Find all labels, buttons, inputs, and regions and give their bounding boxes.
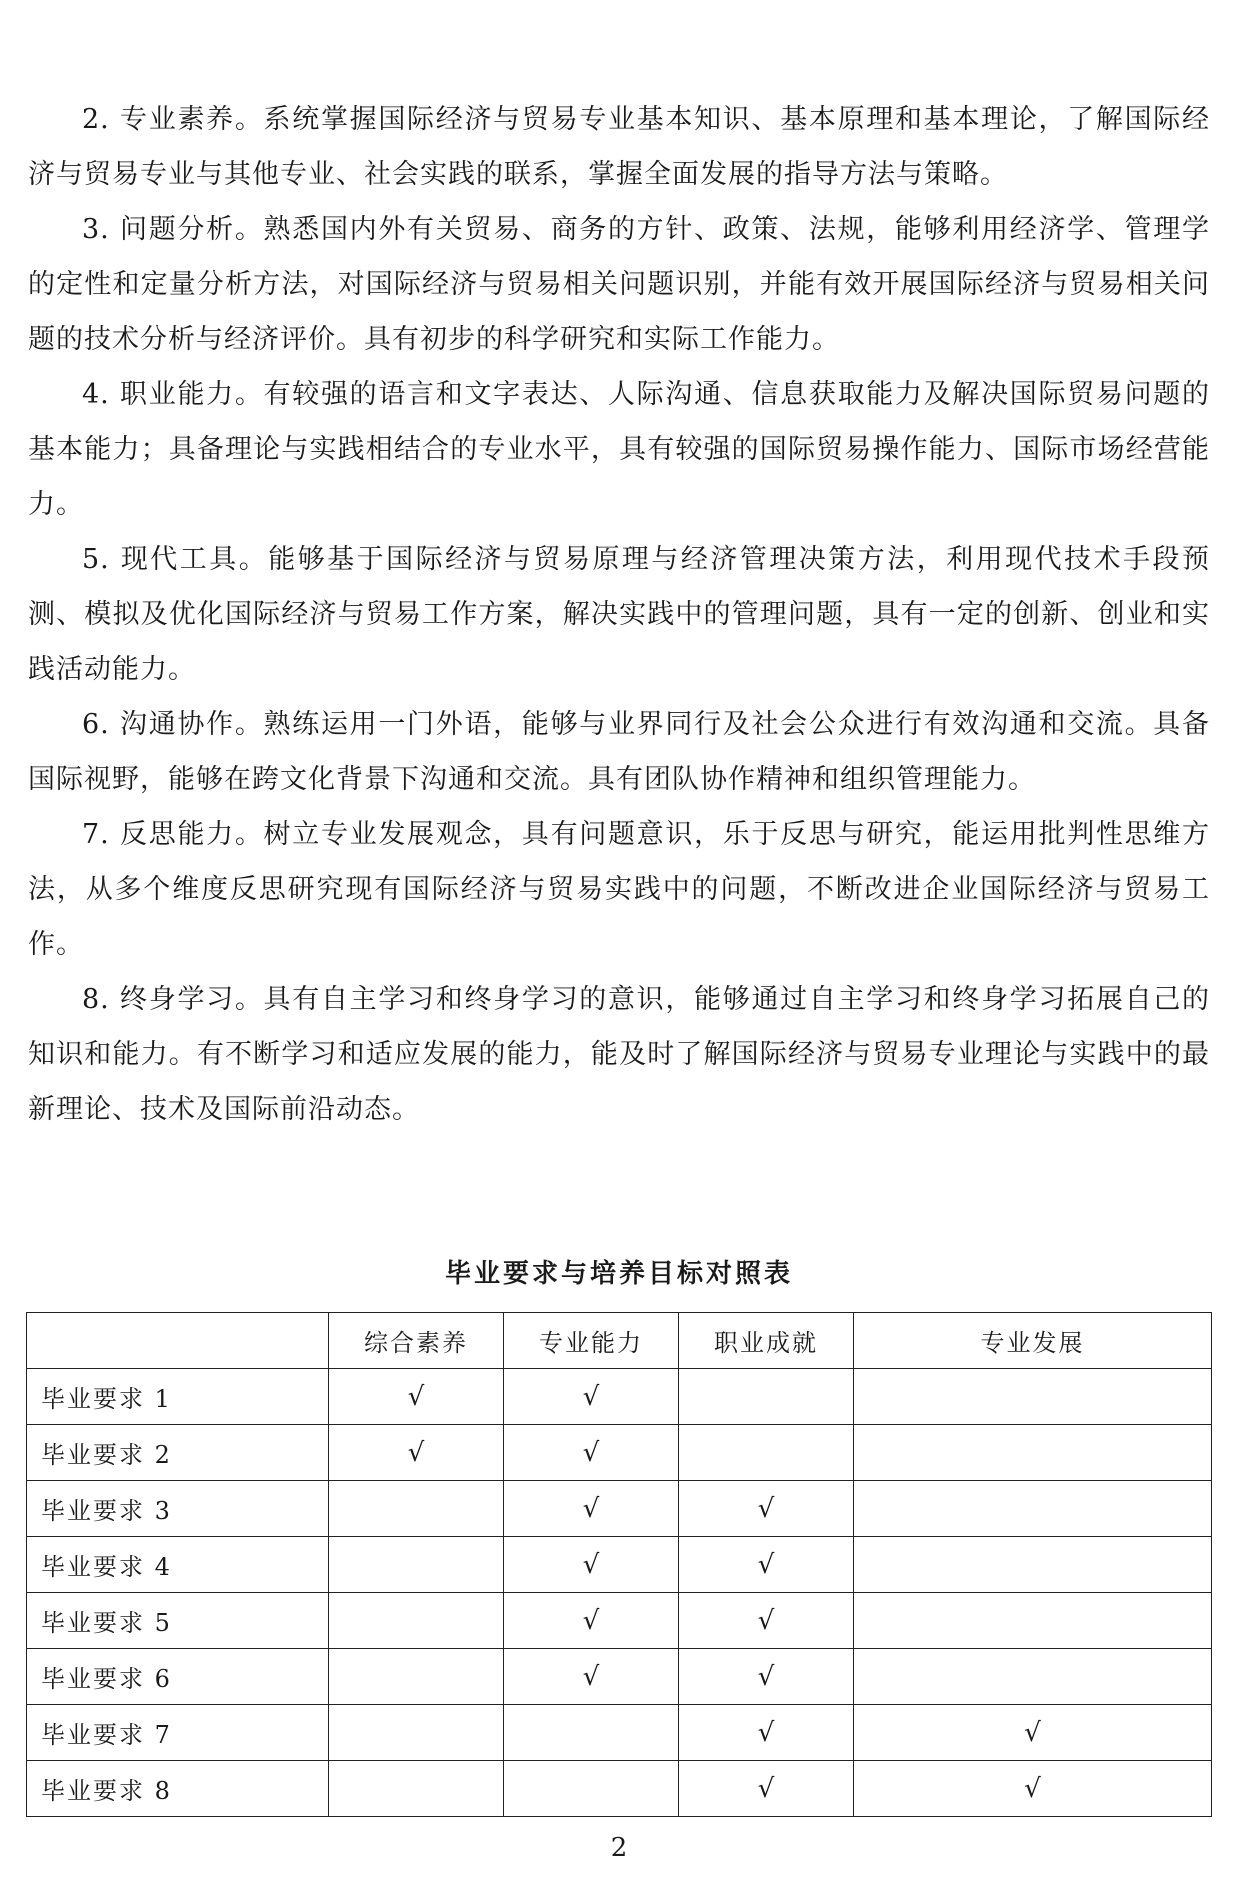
paragraph-professional-literacy: 2. 专业素养。系统掌握国际经济与贸易专业基本知识、基本原理和基本理论，了解国际经济与贸易专业与其他专业、社会实践的联系，掌握全面发展的指导方法与策略。	[28, 104, 1210, 190]
check-mark-cell: √	[854, 1705, 1212, 1761]
paragraph-reflection: 7. 反思能力。树立专业发展观念，具有问题意识，乐于反思与研究，能运用批判性思维方法，从多个维度反思研究现有国际经济与贸易实践中的问题，不断改进企业国际经济与贸易工作。	[28, 819, 1210, 960]
check-mark-cell: √	[504, 1425, 679, 1481]
check-mark-cell	[854, 1593, 1212, 1649]
row-label: 毕业要求 8	[27, 1761, 329, 1817]
check-mark-cell: √	[504, 1481, 679, 1537]
requirements-goals-table	[26, 1312, 1212, 1817]
row-label: 毕业要求 4	[27, 1537, 329, 1593]
table-header-row	[27, 1313, 1212, 1369]
check-mark-cell	[329, 1537, 504, 1593]
check-mark-cell	[329, 1705, 504, 1761]
row-label: 毕业要求 3	[27, 1481, 329, 1537]
row-label: 毕业要求 6	[27, 1649, 329, 1705]
paragraph-modern-tools: 5. 现代工具。能够基于国际经济与贸易原理与经济管理决策方法，利用现代技术手段预测、模拟及优化国际经济与贸易工作方案，解决实践中的管理问题，具有一定的创新、创业和实践活动能力。	[28, 544, 1210, 685]
check-mark-cell	[854, 1649, 1212, 1705]
table-row	[27, 1649, 1212, 1705]
check-mark-cell: √	[854, 1761, 1212, 1817]
body-text	[28, 92, 1210, 1137]
check-mark-cell: √	[504, 1537, 679, 1593]
check-mark-cell	[329, 1761, 504, 1817]
check-mark-cell	[329, 1481, 504, 1537]
paragraph-lifelong-learning: 8. 终身学习。具有自主学习和终身学习的意识，能够通过自主学习和终身学习拓展自己的知识和能力。有不断学习和适应发展的能力，能及时了解国际经济与贸易专业理论与实践中的最新理论、技术及国际前沿动态。	[28, 984, 1210, 1125]
table-header-cell: 职业成就	[679, 1313, 854, 1369]
check-mark-cell: √	[329, 1425, 504, 1481]
row-label: 毕业要求 1	[27, 1369, 329, 1425]
paragraph-professional-ability: 4. 职业能力。有较强的语言和文字表达、人际沟通、信息获取能力及解决国际贸易问题的基本能力；具备理论与实践相结合的专业水平，具有较强的国际贸易操作能力、国际市场经营能力。	[28, 379, 1210, 520]
page-number: 2	[610, 1833, 628, 1863]
table-row	[27, 1369, 1212, 1425]
check-mark-cell: √	[504, 1369, 679, 1425]
check-mark-cell	[854, 1481, 1212, 1537]
check-mark-cell: √	[504, 1593, 679, 1649]
table-title: 毕业要求与培养目标对照表	[444, 1259, 793, 1289]
check-mark-cell	[679, 1425, 854, 1481]
table-header-cell: 专业能力	[504, 1313, 679, 1369]
check-mark-cell	[854, 1369, 1212, 1425]
row-label: 毕业要求 7	[27, 1705, 329, 1761]
table-header-cell	[27, 1313, 329, 1369]
table-row	[27, 1705, 1212, 1761]
table-row	[27, 1537, 1212, 1593]
row-label: 毕业要求 2	[27, 1425, 329, 1481]
check-mark-cell: √	[679, 1481, 854, 1537]
check-mark-cell: √	[679, 1649, 854, 1705]
check-mark-cell: √	[679, 1537, 854, 1593]
table-row	[27, 1593, 1212, 1649]
check-mark-cell	[854, 1425, 1212, 1481]
check-mark-cell	[679, 1369, 854, 1425]
table-header-cell: 综合素养	[329, 1313, 504, 1369]
table-row	[27, 1425, 1212, 1481]
table-header-cell: 专业发展	[854, 1313, 1212, 1369]
table-row	[27, 1481, 1212, 1537]
check-mark-cell	[504, 1705, 679, 1761]
row-label: 毕业要求 5	[27, 1593, 329, 1649]
paragraph-problem-analysis: 3. 问题分析。熟悉国内外有关贸易、商务的方针、政策、法规，能够利用经济学、管理学的定性和定量分析方法，对国际经济与贸易相关问题识别，并能有效开展国际经济与贸易相关问题的技术分析与经济评价。具有初步的科学研究和实际工作能力。	[28, 214, 1210, 355]
check-mark-cell	[854, 1537, 1212, 1593]
check-mark-cell: √	[504, 1649, 679, 1705]
check-mark-cell	[504, 1761, 679, 1817]
check-mark-cell: √	[679, 1593, 854, 1649]
check-mark-cell: √	[679, 1761, 854, 1817]
check-mark-cell	[329, 1593, 504, 1649]
check-mark-cell	[329, 1649, 504, 1705]
table-row	[27, 1761, 1212, 1817]
check-mark-cell: √	[679, 1705, 854, 1761]
check-mark-cell: √	[329, 1369, 504, 1425]
paragraph-communication: 6. 沟通协作。熟练运用一门外语，能够与业界同行及社会公众进行有效沟通和交流。具备国际视野，能够在跨文化背景下沟通和交流。具有团队协作精神和组织管理能力。	[28, 709, 1210, 795]
